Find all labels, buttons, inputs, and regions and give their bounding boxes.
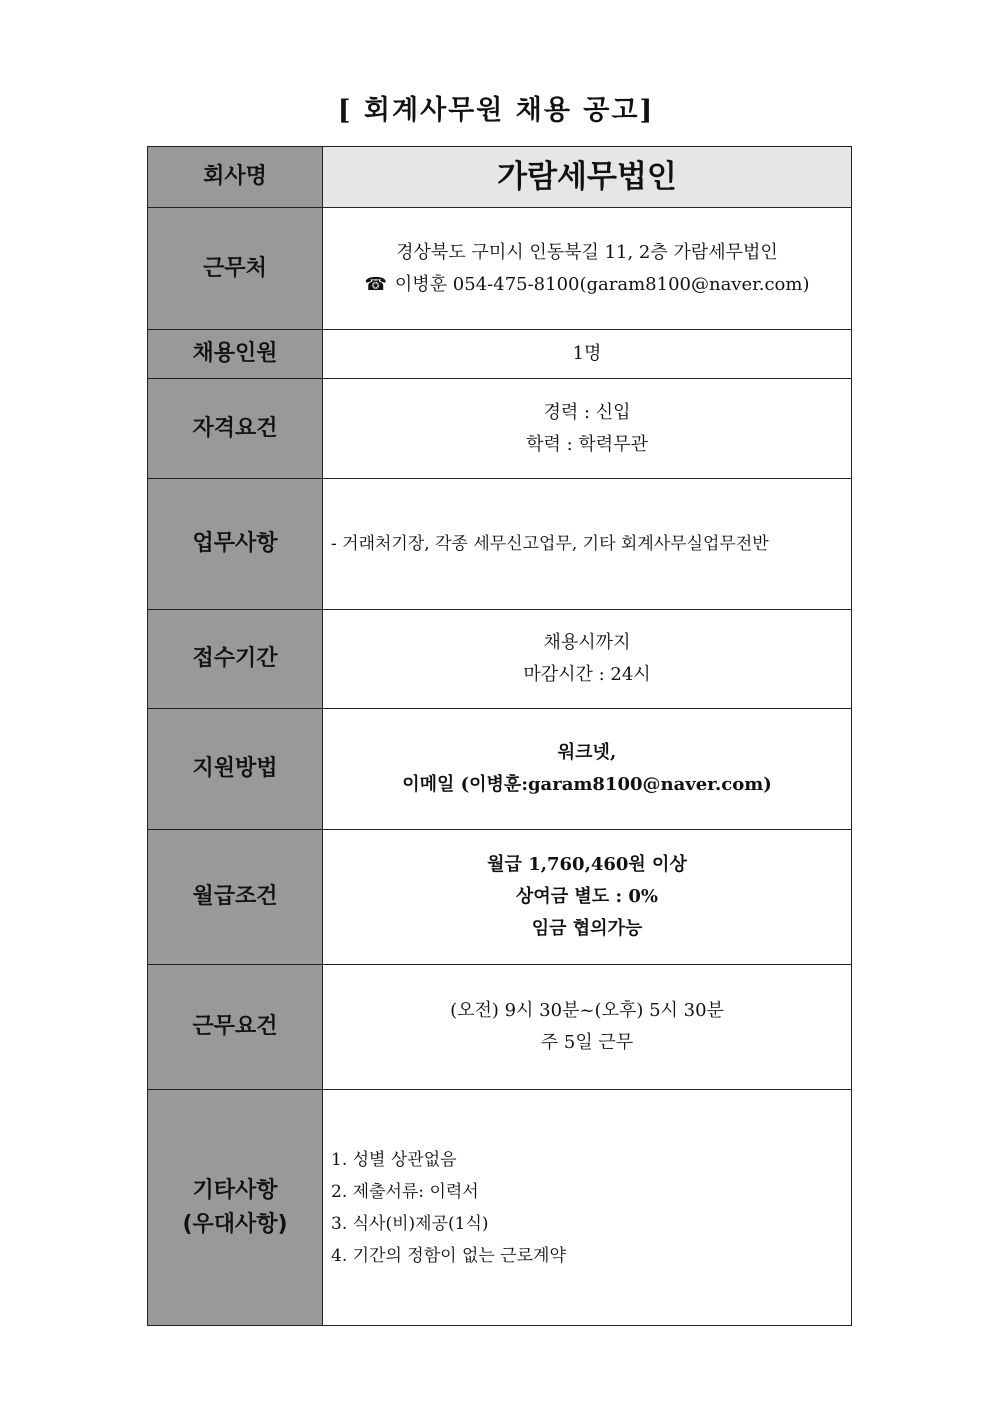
period-until: 채용시까지: [543, 632, 631, 653]
etc-label: [148, 1090, 323, 1326]
workplace-address: 경상북도 구미시 인동북길 11, 2층 가람세무법인: [396, 241, 778, 263]
list-item: 3. 식사(비)제공(1식): [331, 1213, 489, 1234]
duties-value: - 거래처기장, 각종 세무신고업무, 기타 회계사무실업무전반: [323, 479, 852, 610]
hours-cell: [323, 965, 852, 1090]
table-row: [148, 479, 852, 610]
etc-cell: [323, 1090, 852, 1326]
phone-icon: ☎: [364, 273, 387, 295]
table-row: [148, 709, 852, 830]
qualifications-label: 자격요건: [148, 379, 323, 479]
job-posting-table: [147, 146, 852, 1326]
list-item: 1. 성별 상관없음: [331, 1149, 457, 1170]
period-cell: [323, 610, 852, 709]
workplace-cell: [323, 208, 852, 330]
table-row: [148, 1090, 852, 1326]
workplace-contact: 이병훈 054-475-8100(garam8100@naver.com): [394, 273, 810, 295]
etc-label-line2: (우대사항): [182, 1211, 288, 1237]
salary-monthly: 월급 1,760,460원 이상: [487, 854, 687, 875]
headcount-label: 채용인원: [148, 330, 323, 379]
apply-label: 지원방법: [148, 709, 323, 830]
period-label: 접수기간: [148, 610, 323, 709]
company-name: 가람세무법인: [323, 147, 852, 208]
table-row: [148, 379, 852, 479]
company-label: 회사명: [148, 147, 323, 208]
duties-label: 업무사항: [148, 479, 323, 610]
salary-bonus: 상여금 별도 : 0%: [515, 886, 658, 907]
hours-days: 주 5일 근무: [540, 1032, 634, 1053]
period-deadline: 마감시간 : 24시: [523, 664, 651, 685]
apply-worknet: 워크넷,: [557, 742, 617, 763]
qualifications-cell: [323, 379, 852, 479]
apply-email: 이메일 (이병훈:garam8100@naver.com): [402, 774, 772, 795]
page-title: [ 회계사무원 채용 공고]: [337, 95, 655, 126]
table-row: [148, 830, 852, 965]
table-row: [148, 330, 852, 379]
apply-cell: [323, 709, 852, 830]
salary-cell: [323, 830, 852, 965]
list-item: 2. 제출서류: 이력서: [331, 1181, 479, 1202]
hours-time: (오전) 9시 30분~(오후) 5시 30분: [450, 1000, 724, 1021]
hours-label: 근무요건: [148, 965, 323, 1090]
table-row: [148, 965, 852, 1090]
table-row: [148, 147, 852, 208]
table-row: [148, 610, 852, 709]
list-item: 4. 기간의 정함이 없는 근로계약: [331, 1245, 566, 1266]
workplace-label: 근무처: [148, 208, 323, 330]
workplace-contact-line: [323, 269, 851, 301]
table-row: [148, 208, 852, 330]
etc-label-line1: 기타사항: [192, 1177, 278, 1203]
salary-negotiable: 임금 협의가능: [531, 918, 643, 939]
salary-label: 월급조건: [148, 830, 323, 965]
experience-text: 경력 : 신입: [543, 401, 631, 423]
education-text: 학력 : 학력무관: [526, 433, 648, 455]
headcount-value: 1명: [323, 330, 852, 379]
